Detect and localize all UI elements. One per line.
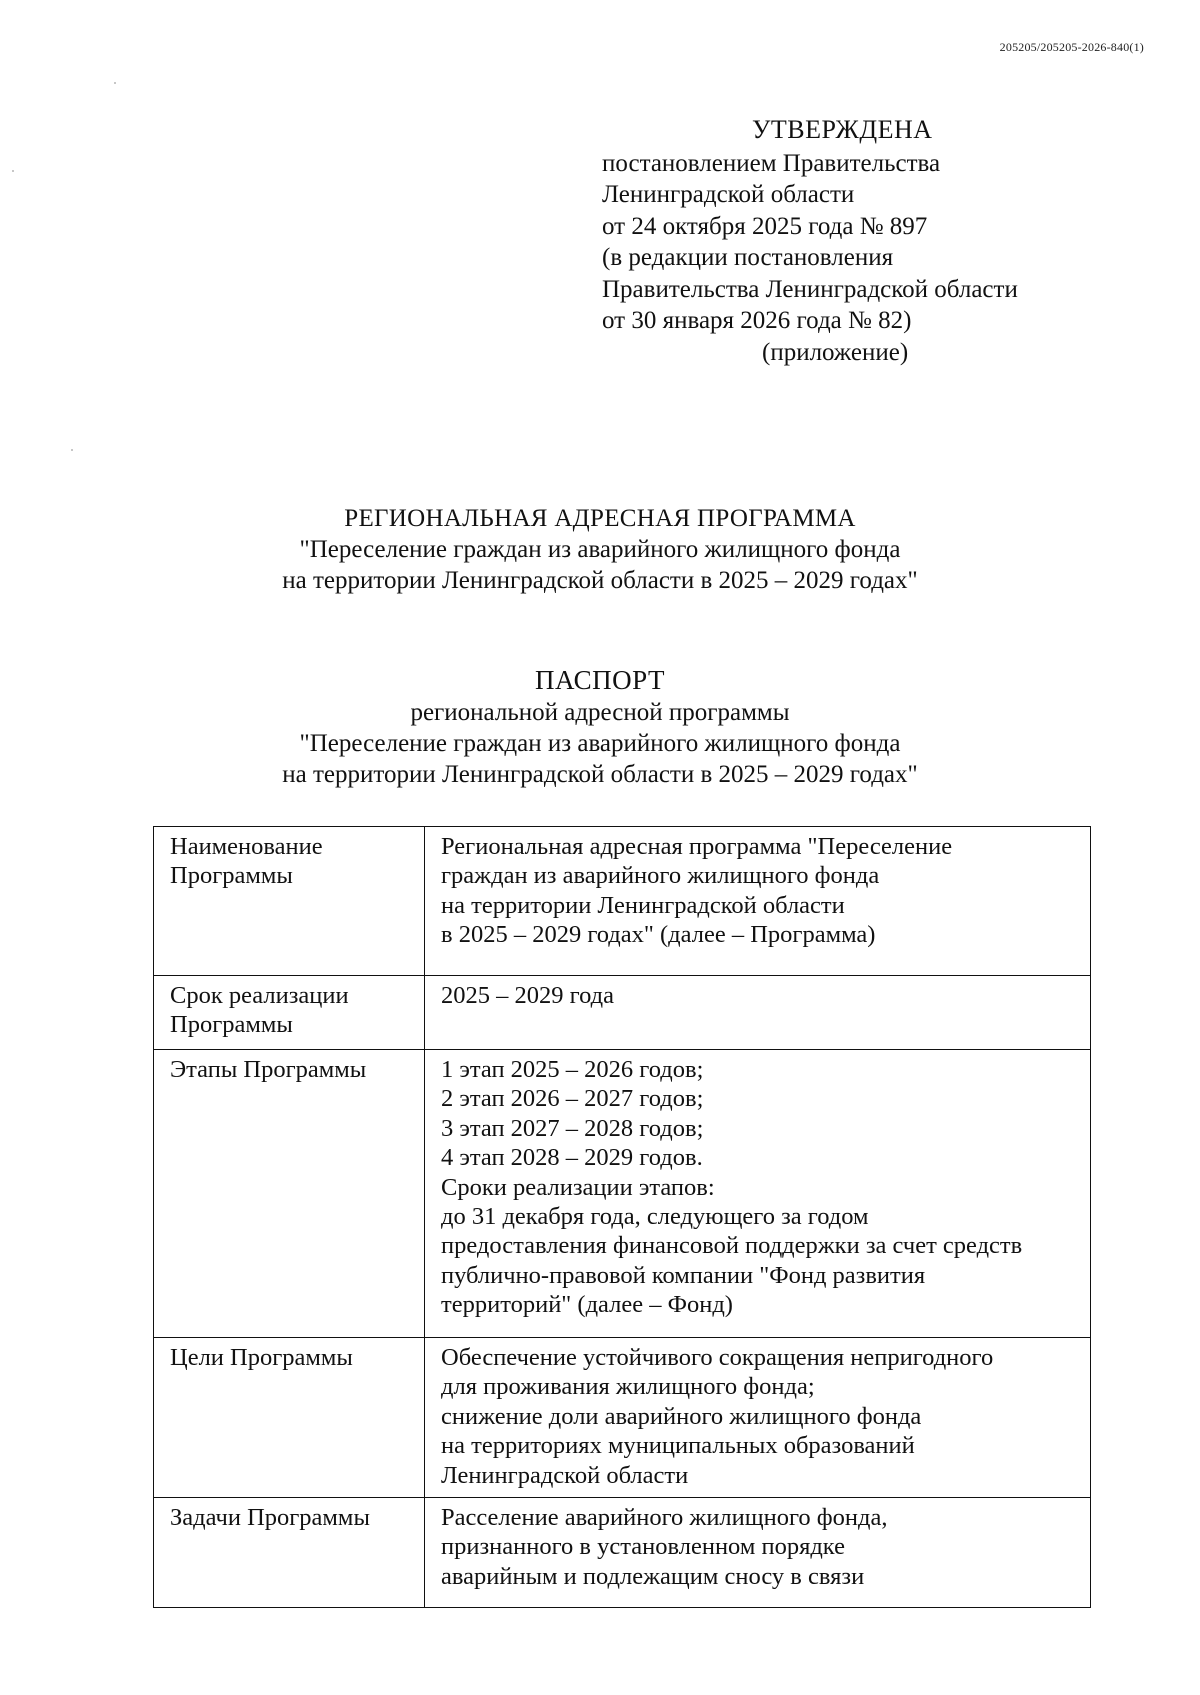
row-value-cell: [425, 1050, 1091, 1338]
approval-block: [602, 114, 1122, 368]
approval-title: УТВЕРЖДЕНА: [752, 115, 933, 144]
row-value-line: граждан из аварийного жилищного фонда: [441, 862, 880, 890]
passport-heading: ПАСПОРТ: [535, 665, 665, 695]
row-label-line: Программы: [170, 1011, 293, 1039]
row-label-line: Срок реализации: [170, 982, 349, 1009]
row-label-line: Цели Программы: [170, 1344, 353, 1371]
approval-line: Правительства Ленинградской области: [602, 275, 1018, 303]
row-label-line: Программы: [170, 862, 293, 890]
scan-speck: [12, 170, 14, 172]
row-value-cell: [425, 976, 1091, 1050]
row-label-line: Задачи Программы: [170, 1504, 370, 1531]
row-value-line: 2025 – 2029 года: [441, 982, 614, 1009]
scan-speck: [114, 82, 116, 84]
row-value-cell: [425, 827, 1091, 976]
table-row: [154, 827, 1091, 976]
approval-line: постановлением Правительства: [602, 149, 941, 177]
row-value-line: до 31 декабря года, следующего за годом: [441, 1203, 869, 1231]
table-row: [154, 1498, 1091, 1608]
row-value-line: Сроки реализации этапов:: [441, 1173, 715, 1201]
row-value-line: Ленинградской области: [441, 1461, 689, 1489]
row-label-line: Этапы Программы: [170, 1056, 367, 1083]
row-label-cell: [154, 1498, 425, 1608]
row-value-line: Обеспечение устойчивого сокращения непригодного: [441, 1344, 994, 1371]
row-value-line: предоставления финансовой поддержки за счет средств: [441, 1232, 1023, 1260]
row-value-line: Региональная адресная программа "Переселение: [441, 833, 953, 860]
row-value-line: территорий" (далее – Фонд): [441, 1291, 733, 1319]
row-value-line: 4 этап 2028 – 2029 годов.: [441, 1144, 703, 1172]
program-title-block: [0, 503, 1200, 596]
program-title-line: на территории Ленинградской области в 2025 – 2029 годах": [282, 567, 918, 594]
row-label-cell: [154, 1338, 425, 1498]
passport-title-line: на территории Ленинградской области в 2025 – 2029 годах": [282, 761, 918, 788]
row-label-cell: [154, 1050, 425, 1338]
passport-title-block: [0, 664, 1200, 790]
row-value-line: 1 этап 2025 – 2026 годов;: [441, 1056, 704, 1083]
row-label-line: Наименование: [170, 833, 323, 860]
row-value-line: в 2025 – 2029 годах" (далее – Программа): [441, 921, 876, 949]
row-value-line: Расселение аварийного жилищного фонда,: [441, 1504, 888, 1531]
approval-line: от 24 октября 2025 года № 897: [602, 212, 928, 240]
row-value-cell: [425, 1498, 1091, 1608]
row-value-line: аварийным и подлежащим сносу в связи: [441, 1562, 865, 1590]
row-label-cell: [154, 976, 425, 1050]
row-value-line: признанного в установленном порядке: [441, 1533, 845, 1561]
table-row: [154, 1338, 1091, 1498]
row-value-line: 3 этап 2027 – 2028 годов;: [441, 1114, 704, 1142]
program-heading: РЕГИОНАЛЬНАЯ АДРЕСНАЯ ПРОГРАММА: [344, 505, 856, 532]
row-label-cell: [154, 827, 425, 976]
row-value-line: для проживания жилищного фонда;: [441, 1373, 815, 1401]
row-value-cell: [425, 1338, 1091, 1498]
approval-line: (в редакции постановления: [602, 244, 894, 271]
approval-line: Ленинградской области: [602, 181, 855, 208]
passport-title-line: региональной адресной программы: [410, 699, 790, 726]
approval-appendix: (приложение): [762, 338, 909, 366]
passport-title-line: "Переселение граждан из аварийного жилищного фонда: [299, 730, 901, 757]
document-id: 205205/205205-2026-840(1): [999, 40, 1144, 54]
approval-line: от 30 января 2026 года № 82): [602, 307, 912, 334]
row-value-line: на территориях муниципальных образований: [441, 1432, 915, 1460]
table-row: [154, 1050, 1091, 1338]
program-title-line: "Переселение граждан из аварийного жилищного фонда: [299, 536, 901, 563]
passport-table: [153, 826, 1091, 1608]
row-value-line: 2 этап 2026 – 2027 годов;: [441, 1085, 704, 1113]
scan-speck: [71, 449, 73, 451]
row-value-line: снижение доли аварийного жилищного фонда: [441, 1402, 922, 1430]
row-value-line: на территории Ленинградской области: [441, 891, 845, 919]
table-row: [154, 976, 1091, 1050]
row-value-line: публично-правовой компании "Фонд развития: [441, 1261, 926, 1289]
